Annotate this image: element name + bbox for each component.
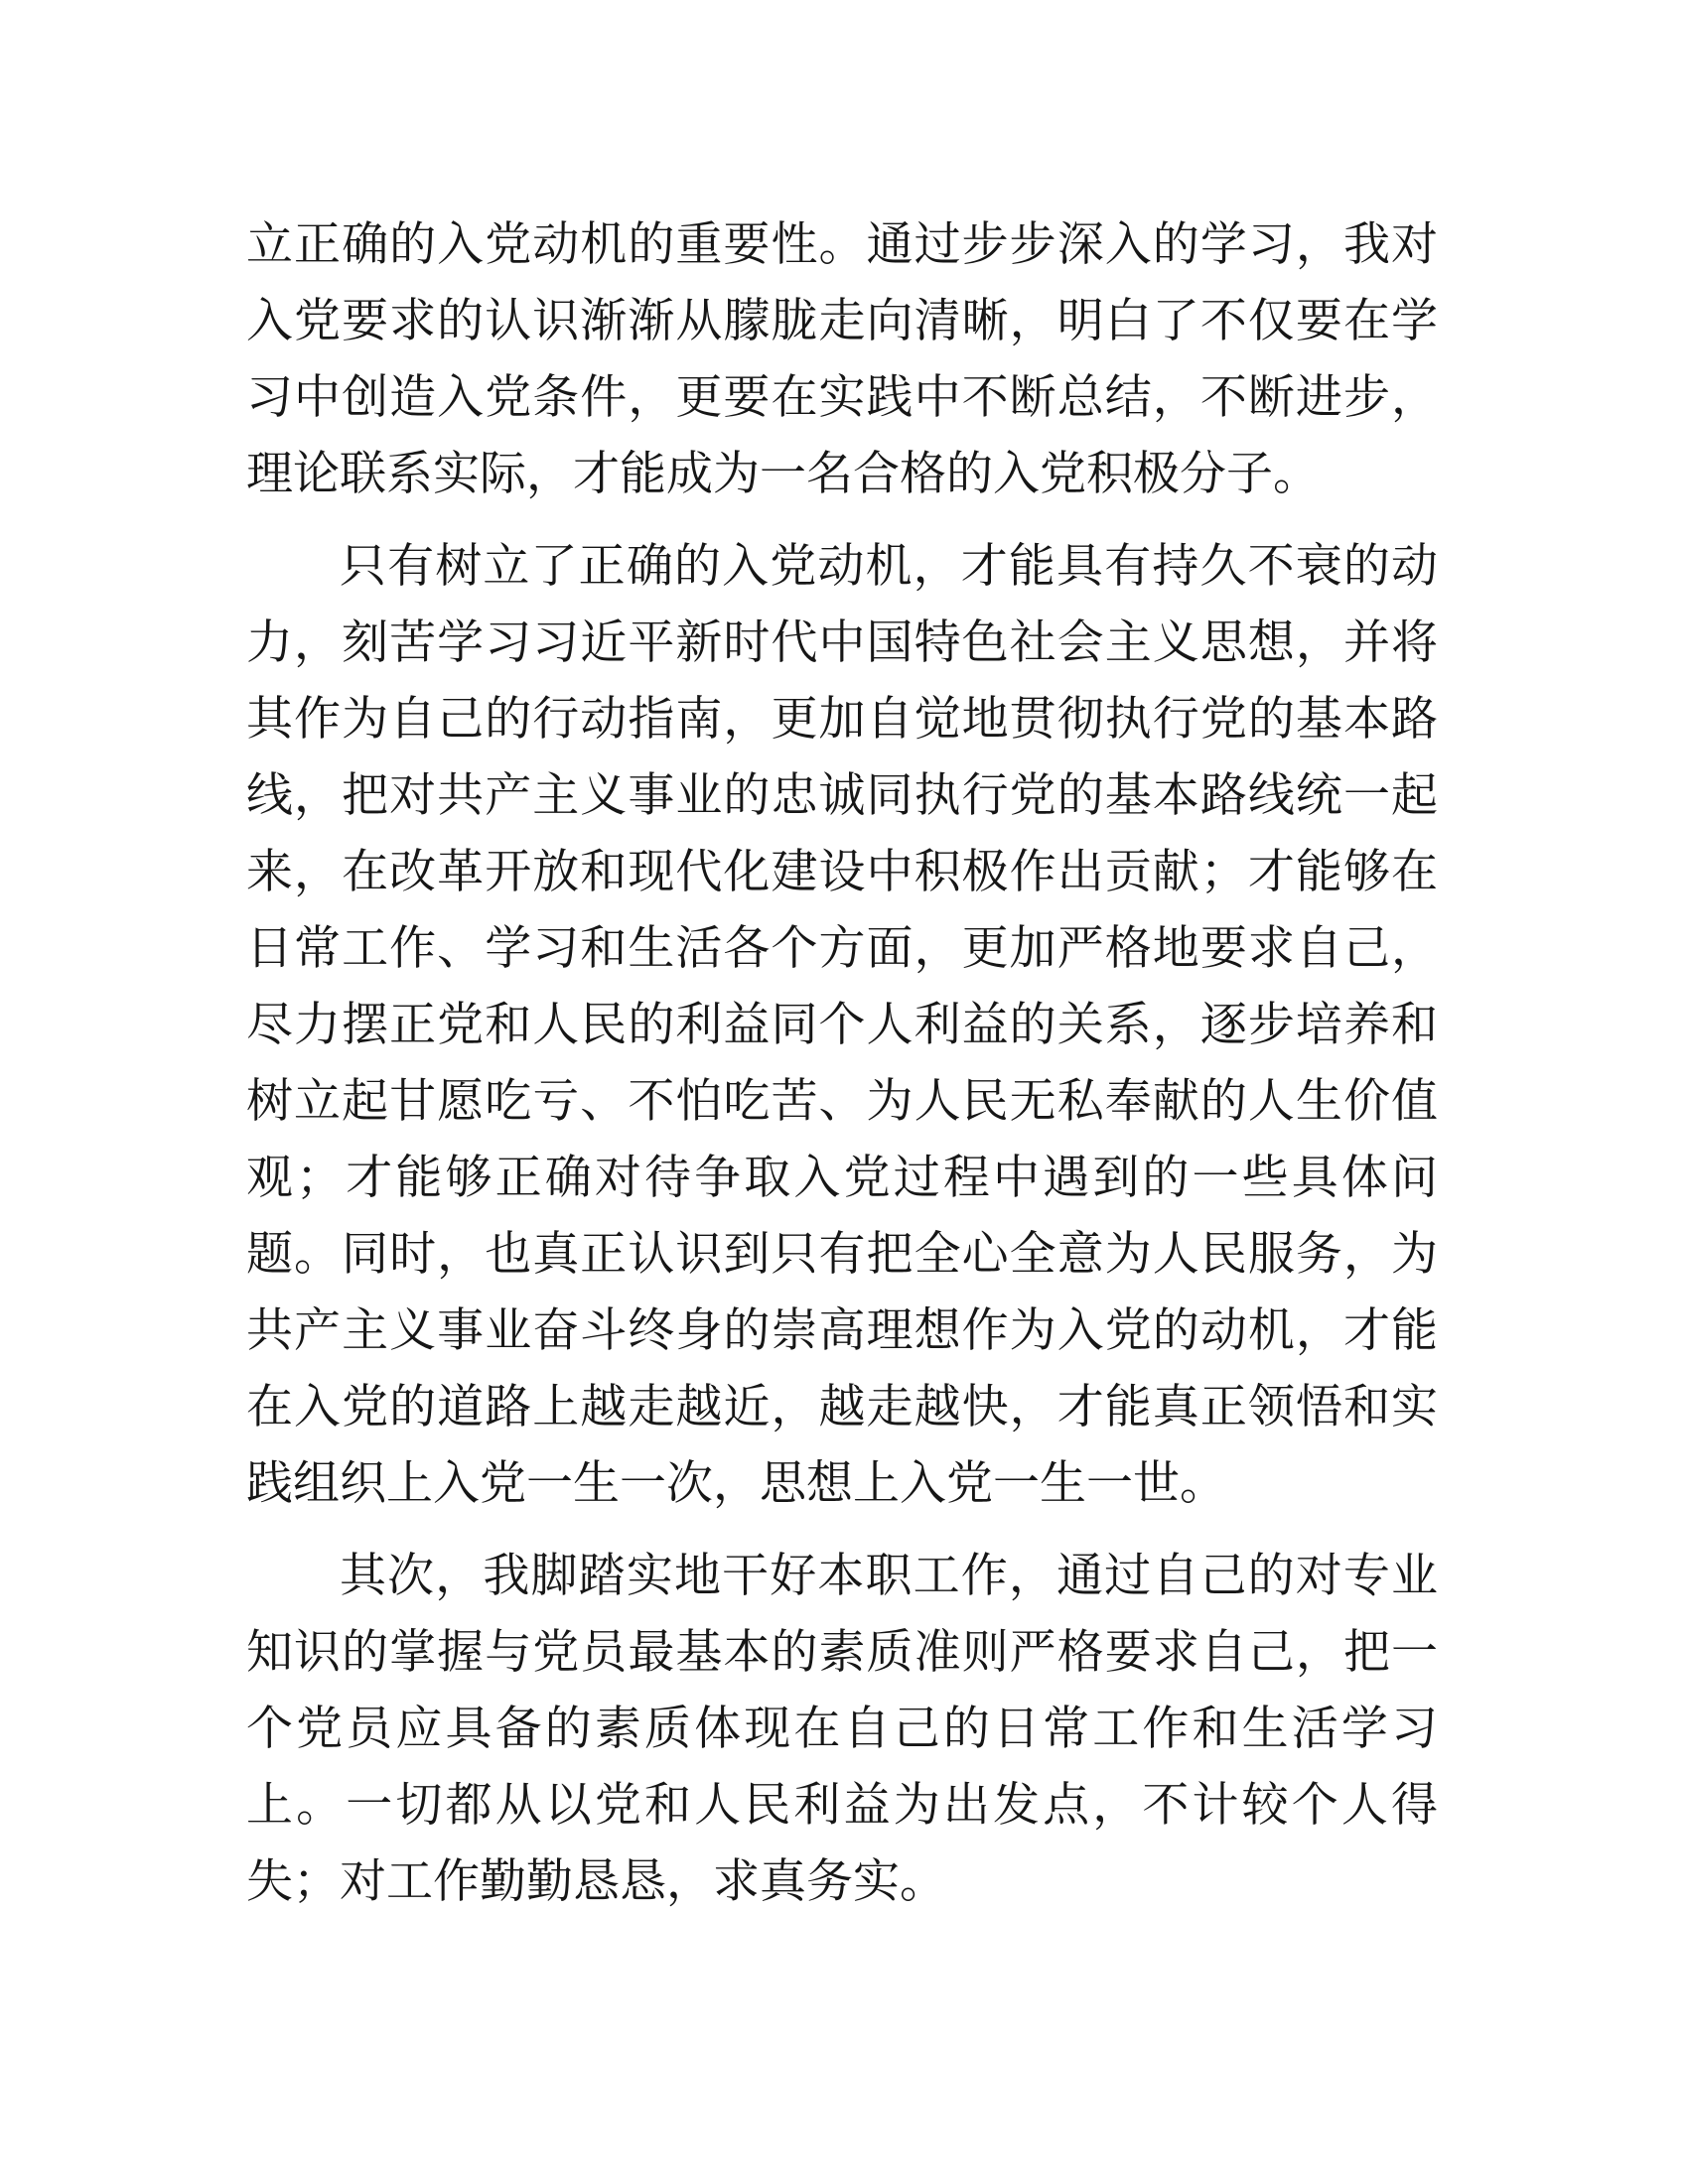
paragraph-1: 立正确的入党动机的重要性。通过步步深入的学习，我对入党要求的认识渐渐从朦胧走向清晰，明白了不仅要在学习中创造入党条件，更要在实践中不断总结，不断进步，理论联系实际，才能成为一名合格的入党积极分子。 bbox=[246, 217, 1438, 501]
paragraph-3: 其次，我脚踏实地干好本职工作，通过自己的对专业知识的掌握与党员最基本的素质准则严格要求自己，把一个党员应具备的素质体现在自己的日常工作和生活学习上。一切都从以党和人民利益为出发点，不计较个人得失；对工作勤勤恳恳，求真务实。 bbox=[246, 1549, 1438, 1909]
document-body bbox=[246, 206, 1438, 1920]
paragraph-2: 只有树立了正确的入党动机，才能具有持久不衰的动力，刻苦学习习近平新时代中国特色社会主义思想，并将其作为自己的行动指南，更加自觉地贯彻执行党的基本路线，把对共产主义事业的忠诚同执行党的基本路线统一起来，在改革开放和现代化建设中积极作出贡献；才能够在日常工作、学习和生活各个方面，更加严格地要求自己，尽力摆正党和人民的利益同个人利益的关系，逐步培养和树立起甘愿吃亏、不怕吃苦、为人民无私奉献的人生价值观；才能够正确对待争取入党过程中遇到的一些具体问题。同时，也真正认识到只有把全心全意为人民服务，为共产主义事业奋斗终身的崇高理想作为入党的动机，才能在入党的道路上越走越近，越走越快，才能真正领悟和实践组织上入党一生一次，思想上入党一生一世。 bbox=[246, 539, 1438, 1511]
